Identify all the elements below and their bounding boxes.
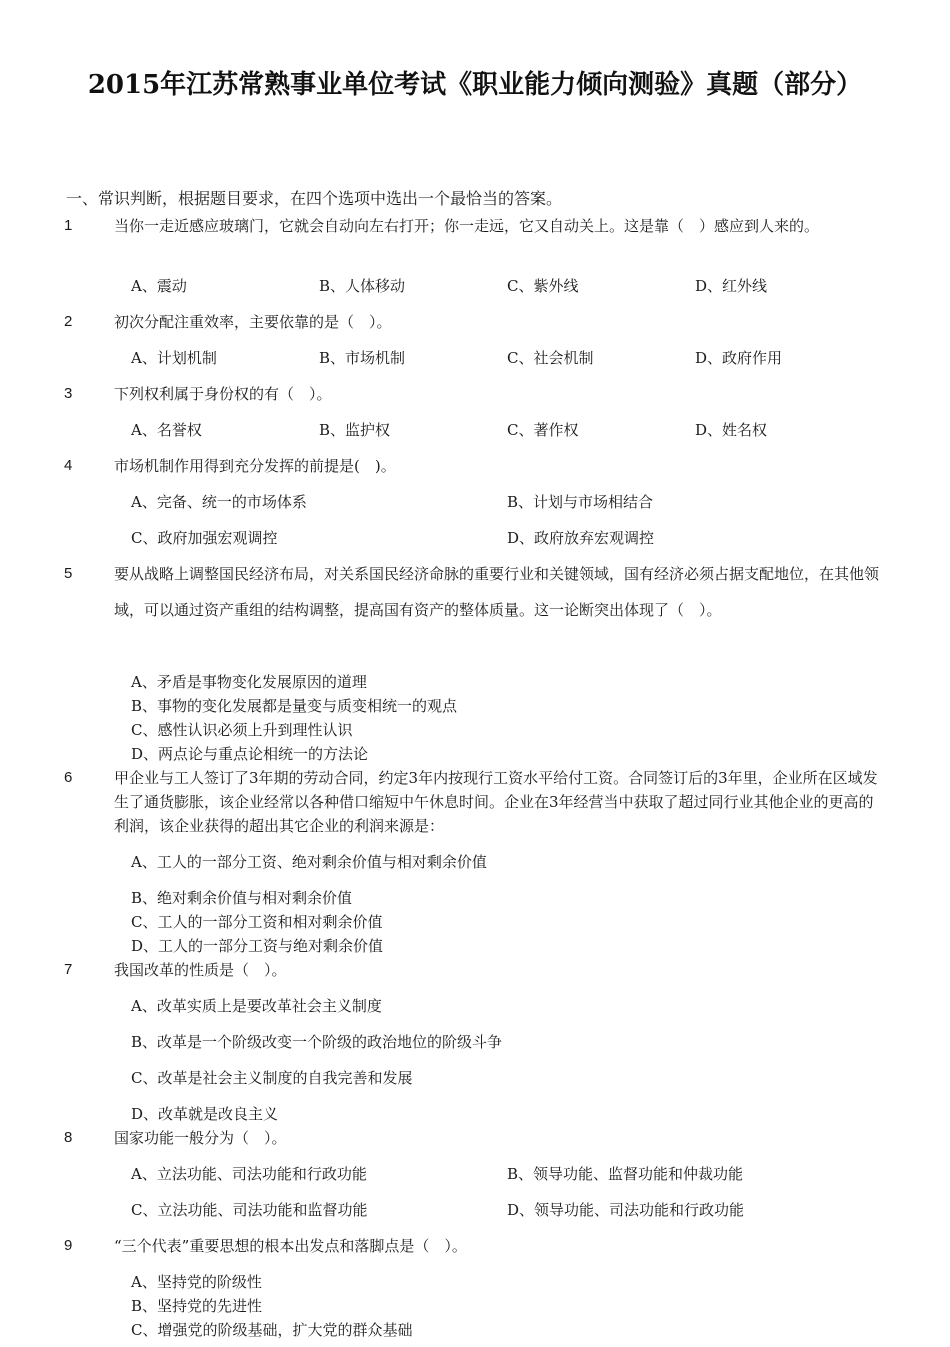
option-c: C、社会机制	[507, 349, 594, 367]
option-a: A、改革实质上是要改革社会主义制度	[131, 997, 382, 1015]
option-d: D、红外线	[695, 277, 768, 295]
option-a: A、完备、统一的市场体系	[131, 493, 307, 511]
option-b: B、事物的变化发展都是量变与质变相统一的观点	[131, 697, 458, 715]
question-number: 9	[64, 1237, 73, 1254]
option-c: C、紫外线	[507, 277, 579, 295]
option-d: D、姓名权	[695, 421, 768, 439]
question-number: 3	[64, 385, 73, 402]
option-d: D、领导功能、司法功能和行政功能	[507, 1201, 745, 1219]
question-number: 8	[64, 1129, 73, 1146]
option-b: B、坚持党的先进性	[131, 1297, 263, 1315]
option-d: D、两点论与重点论相统一的方法论	[131, 745, 369, 763]
option-c: C、著作权	[507, 421, 579, 439]
question-number: 6	[64, 769, 73, 786]
question-text: 我国改革的性质是（ ）。	[114, 961, 287, 979]
question-text: 当你一走近感应玻璃门，它就会自动向左右打开；你一走远，它又自动关上。这是靠（ ）感应到人来的。	[114, 217, 820, 235]
option-c: C、感性认识必须上升到理性认识	[131, 721, 353, 739]
question-text: 初次分配注重效率，主要依靠的是（ ）。	[114, 313, 392, 331]
option-d: D、工人的一部分工资与绝对剩余价值	[131, 937, 384, 955]
question-text: 国家功能一般分为（ ）。	[114, 1129, 287, 1147]
question-number: 7	[64, 961, 73, 978]
option-b: B、监护权	[319, 421, 391, 439]
option-d: D、政府放弃宏观调控	[507, 529, 655, 547]
option-d: D、政府作用	[695, 349, 783, 367]
question-number: 2	[64, 313, 73, 330]
question-text: “三个代表”重要思想的根本出发点和落脚点是（ ）。	[114, 1237, 467, 1255]
option-a: A、名誉权	[131, 421, 202, 439]
option-b: B、计划与市场相结合	[507, 493, 654, 511]
option-a: A、计划机制	[131, 349, 217, 367]
option-c: C、改革是社会主义制度的自我完善和发展	[131, 1069, 413, 1087]
option-b: B、市场机制	[319, 349, 406, 367]
option-d: D、改革就是改良主义	[131, 1105, 279, 1123]
option-b: B、人体移动	[319, 277, 406, 295]
option-a: A、矛盾是事物变化发展原因的道理	[131, 673, 367, 691]
question-text: 要从战略上调整国民经济布局，对关系国民经济命脉的重要行业和关键领域，国有经济必须占据支配地位，在其他领域，可以通过资产重组的结构调整，提高国有资产的整体质量。这一论断突出体现了（ ）。	[114, 565, 880, 619]
option-b: B、绝对剩余价值与相对剩余价值	[131, 889, 353, 907]
question-text: 下列权利属于身份权的有（ ）。	[114, 385, 332, 403]
option-a: A、立法功能、司法功能和行政功能	[131, 1165, 367, 1183]
option-b: B、改革是一个阶级改变一个阶级的政治地位的阶级斗争	[131, 1033, 503, 1051]
option-c: C、政府加强宏观调控	[131, 529, 278, 547]
question-number: 5	[64, 565, 73, 582]
option-c: C、立法功能、司法功能和监督功能	[131, 1201, 368, 1219]
question-number: 4	[64, 457, 73, 474]
option-a: A、坚持党的阶级性	[131, 1273, 262, 1291]
page-title: 2015年江苏常熟事业单位考试《职业能力倾向测验》真题（部分）	[87, 70, 863, 100]
question-text: 甲企业与工人签订了3年期的劳动合同，约定3年内按现行工资水平给付工资。合同签订后的3年里，企业所在区域发生了通货膨胀，该企业经常以各种借口缩短中午休息时间。企业在3年经营当中获取了超过同行业其他企业的更高的利润，该企业获得的超出其它企业的利润来源是：	[114, 769, 878, 835]
option-c: C、工人的一部分工资和相对剩余价值	[131, 913, 383, 931]
option-c: C、增强党的阶级基础，扩大党的群众基础	[131, 1321, 413, 1339]
question-text: 市场机制作用得到充分发挥的前提是( )。	[114, 457, 396, 475]
section-heading: 一、常识判断，根据题目要求，在四个选项中选出一个最恰当的答案。	[66, 189, 563, 208]
option-a: A、震动	[131, 277, 187, 295]
option-b: B、领导功能、监督功能和仲裁功能	[507, 1165, 744, 1183]
question-number: 1	[64, 217, 73, 234]
option-a: A、工人的一部分工资、绝对剩余价值与相对剩余价值	[131, 853, 487, 871]
